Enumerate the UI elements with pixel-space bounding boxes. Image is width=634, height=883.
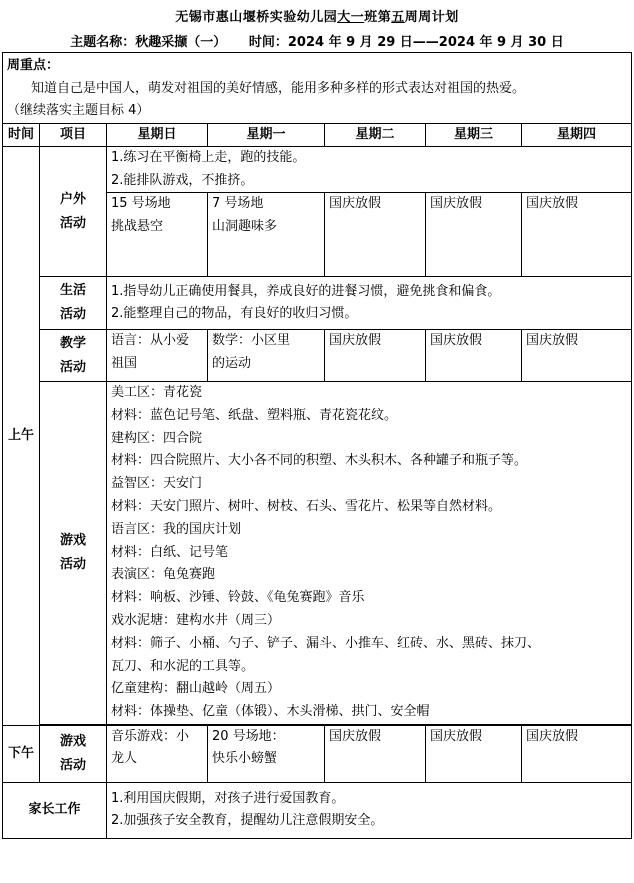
parents-item-2: 2.加强孩子安全教育，提醒幼儿注意假期安全。: [111, 813, 384, 829]
games-line: 表演区：龟兔赛跑: [111, 567, 216, 583]
afternoon-thursday: 国庆放假: [522, 725, 632, 782]
games-line: 材料：响板、沙锤、铃鼓、《龟兔赛跑》音乐: [111, 590, 365, 606]
games-line: 亿童建构：翻山越岭（周五）: [111, 681, 281, 697]
teaching-wednesday: 国庆放假: [426, 330, 522, 382]
outdoor-tuesday: 国庆放假: [325, 193, 426, 277]
life-goal-2: 2.能整理自己的物品，有良好的收归习惯。: [111, 306, 358, 321]
outdoor-goals: [107, 147, 632, 193]
header-wednesday: 星期三: [426, 123, 522, 147]
focus-note: （继续落实主题目标 4）: [7, 103, 150, 118]
games-line: 美工区：青花瓷: [111, 385, 203, 400]
games-line: 语言区：我的国庆计划: [111, 521, 242, 537]
page-title: [0, 6, 634, 25]
header-tuesday: 星期二: [325, 123, 426, 147]
header-time: 时间: [3, 123, 40, 147]
afternoon-sunday: 音乐游戏：小 龙人: [107, 725, 208, 782]
title-week: 五: [391, 10, 405, 25]
games-line: 瓦刀、和水泥的工具等。: [111, 658, 255, 674]
games-line: 益智区：天安门: [111, 476, 203, 492]
title-school: 无锡市惠山堰桥实验幼儿园: [175, 10, 338, 25]
life-goals: [107, 277, 632, 330]
outdoor-thursday: 国庆放假: [522, 193, 632, 277]
afternoon-games-label: 游戏 活动: [40, 725, 107, 782]
header-item: 项目: [40, 123, 107, 147]
outdoor-sunday: 15 号场地 挑战悬空: [107, 193, 208, 277]
outdoor-goal-1: 1.练习在平衡椅上走，跑的技能。: [111, 150, 306, 165]
teaching-thursday: 国庆放假: [522, 330, 632, 382]
afternoon-label: 下午: [3, 725, 40, 782]
morning-label: 上午: [3, 147, 40, 726]
focus-label: 周重点：: [7, 58, 60, 73]
parents-items: [107, 782, 632, 838]
focus-text: 知道自己是中国人，萌发对祖国的美好情感，能用多种多样的形式表达对祖国的热爱。: [31, 80, 526, 96]
header-thursday: 星期四: [522, 123, 632, 147]
weekly-plan-table: [2, 52, 632, 839]
teaching-tuesday: 国庆放假: [325, 330, 426, 382]
teaching-sunday: 语言：从小爱 祖国: [107, 330, 208, 382]
afternoon-wednesday: 国庆放假: [426, 725, 522, 782]
title-class: 大一: [337, 10, 365, 25]
title-suffix: 周周计划: [404, 10, 459, 25]
week-focus: [3, 53, 632, 124]
afternoon-tuesday: 国庆放假: [325, 725, 426, 782]
life-label: 生活 活动: [40, 277, 107, 330]
table-header-row: [3, 123, 632, 147]
games-label: 游戏 活动: [40, 382, 107, 725]
title-mid: 班第: [364, 10, 392, 25]
games-areas: [107, 382, 632, 725]
afternoon-monday: 20 号场地： 快乐小螃蟹: [208, 725, 325, 782]
outdoor-wednesday: 国庆放假: [426, 193, 522, 277]
outdoor-monday: 7 号场地 山洞趣味多: [208, 193, 325, 277]
page-subtitle: 主题名称：秋趣采撷（一） 时间：2024 年 9 月 29 日——2024 年 9 月 30 日: [70, 35, 564, 50]
parents-item-1: 1.利用国庆假期，对孩子进行爱国教育。: [111, 790, 345, 806]
games-line: 材料：四合院照片、大小各不同的积塑、木头积木、各种罐子和瓶子等。: [111, 453, 528, 469]
games-line: 材料：白纸、记号笔: [111, 544, 229, 560]
outdoor-label: 户外 活动: [40, 147, 107, 277]
teaching-label: 教学 活动: [40, 330, 107, 382]
games-line: 材料：天安门照片、树叶、树枝、石头、雪花片、松果等自然材料。: [111, 498, 502, 514]
header-sunday: 星期日: [107, 123, 208, 147]
games-line: 建构区：四合院: [111, 430, 203, 446]
parents-label: 家长工作: [3, 782, 107, 838]
games-line: 材料：蓝色记号笔、纸盘、塑料瓶、青花瓷花纹。: [111, 407, 398, 423]
outdoor-goal-2: 2.能排队游戏，不推挤。: [111, 172, 254, 188]
games-line: 材料：筛子、小桶、勺子、铲子、漏斗、小推车、红砖、水、黑砖、抹刀、: [111, 635, 541, 651]
teaching-monday: 数学：小区里 的运动: [208, 330, 325, 382]
header-monday: 星期一: [208, 123, 325, 147]
life-goal-1: 1.指导幼儿正确使用餐具，养成良好的进餐习惯，避免挑食和偏食。: [111, 283, 501, 299]
games-line: 戏水泥塘：建构水井（周三）: [111, 612, 281, 628]
games-line: 材料：体操垫、亿童（体锻）、木头滑梯、拱门、安全帽: [111, 704, 430, 720]
